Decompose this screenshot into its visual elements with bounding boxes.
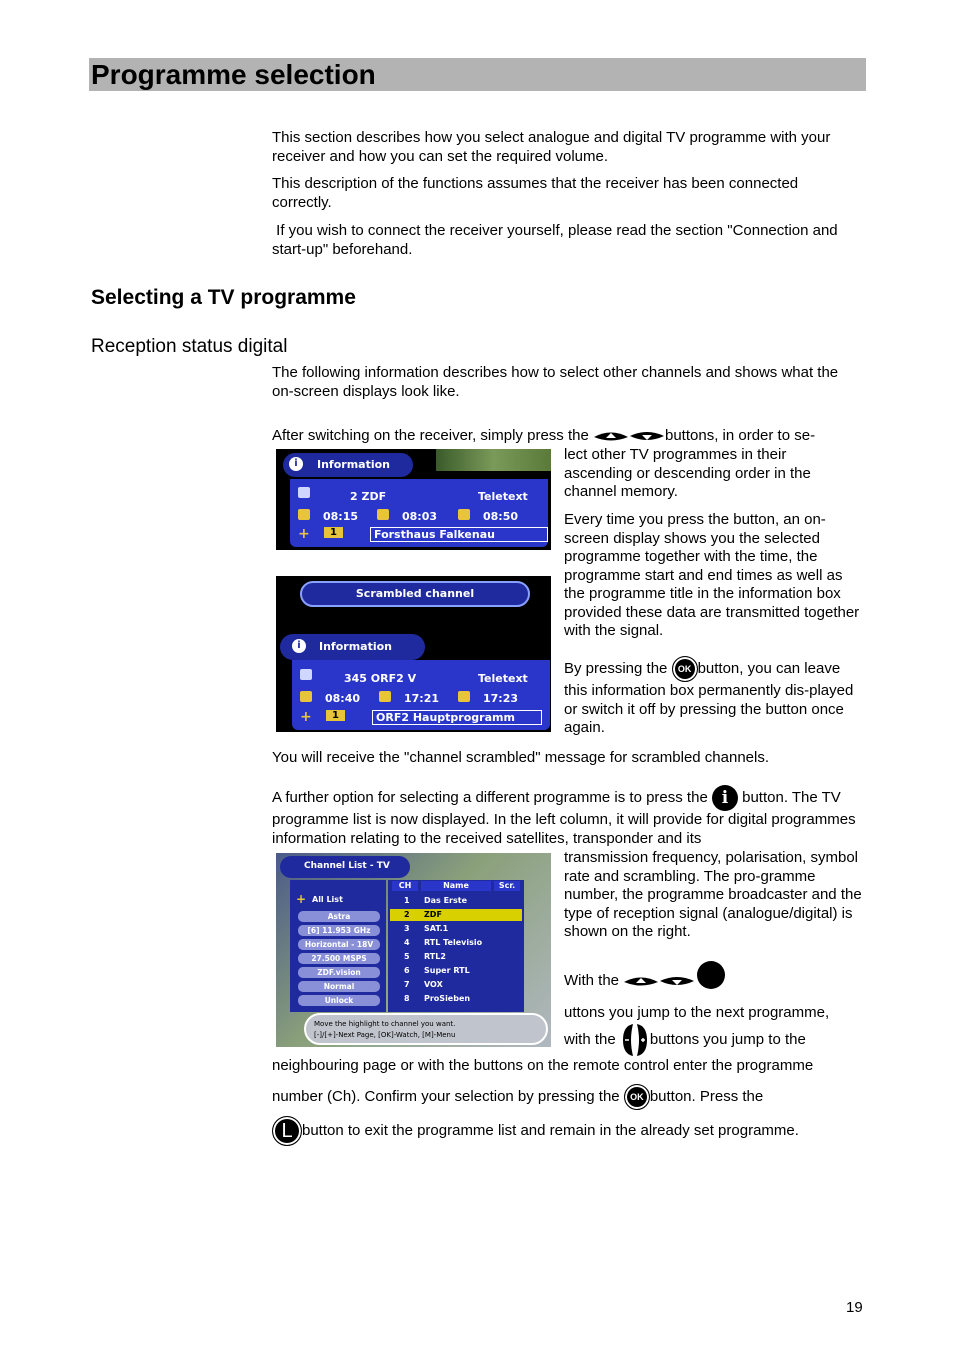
channel-name[interactable]: RTL2 [424,952,446,961]
section-subheading: Reception status digital [91,336,288,357]
transponder-info-item: ZDF.vision [298,967,380,978]
section-paragraph-4 [564,656,864,738]
intro-paragraph-2: This description of the functions assumes that the receiver has been connected correctly. [272,175,799,211]
channel-name[interactable]: ZDF [424,910,442,919]
transponder-info-item: Normal [298,981,380,992]
section-paragraph-1: The following information describes how to select other channels and shows what the on-screen displays look like. [272,364,839,400]
start-clock-icon [377,509,389,520]
channel-number[interactable]: 3 [404,924,410,933]
channel-number[interactable]: 5 [404,952,410,961]
paragraph-7-with: with the [564,1030,620,1048]
hint-line-2: [-]/[+]-Next Page, [OK]-Watch, [M]-Menu [314,1031,456,1039]
channel-number[interactable]: 8 [404,994,410,1003]
start-clock-icon [379,691,391,702]
section-paragraph-3: Every time you press the button, an on-screen display shows you the selected programme together with the time, the programme start and end times as well as the programme title in the information box provided these data are transmitted together with the signal. [564,511,860,639]
section-paragraph-7-line-1 [564,967,864,995]
paragraph-8-start: number (Ch). Confirm your selection by pressing the [272,1087,624,1105]
intro-paragraph-3: If you wish to connect the receiver yourself, please read the section "Connection and start-up" beforehand. [272,222,842,258]
channel-name[interactable]: Super RTL [424,966,470,975]
transponder-info-item: Horizontal - 18V [298,939,380,950]
up-down-arrow-icon [593,428,665,444]
paragraph-6-end: button. The TV programme list is now displayed. In the left column, it will provide for digital programmes information relating to the received satellites, transponder and its [272,788,856,847]
section-paragraph-2-line [272,427,872,446]
programme-title: ORF2 Hauptprogramm [372,710,542,725]
all-list-label: All List [312,895,343,904]
info-label: Information [317,458,390,471]
channel-name[interactable]: Das Erste [424,896,468,905]
hint-bar [304,1013,548,1045]
section-paragraph-6 [272,785,867,848]
column-header-ch: CH [392,881,418,891]
up-down-arrow-icon [623,973,695,989]
start-time: 08:03 [402,510,438,523]
transponder-info-item: [6] 11.953 GHz [298,925,380,936]
section-paragraph-2-rest: lect other TV programmes in their ascending or descending order in the channel memory. [564,446,811,500]
page-title: Programme selection [91,59,376,90]
paragraph-9-text: button to exit the programme list and remain in the already set programme. [302,1121,799,1139]
column-header-scr: Scr. [494,881,520,891]
paragraph-8-end: button. Press the [649,1087,764,1105]
transponder-info-item: Astra [298,911,380,922]
info-icon: i [289,457,303,471]
plus-icon: + [296,892,307,906]
channel-number[interactable]: 2 [404,910,410,919]
end-clock-icon [458,509,470,520]
paragraph-4-end: button, you can leave this information box permanently dis-played or switch it off by pressing the button once again. [564,659,854,736]
info-label: Information [319,640,392,653]
channel-name[interactable]: ProSieben [424,994,471,1003]
hint-line-1: Move the highlight to channel you want. [314,1020,456,1028]
section-paragraph-7-line-3 [564,1022,864,1058]
transponder-info-item: 27.500 MSPS [298,953,380,964]
column-header-name: Name [421,881,491,891]
scrambled-banner: Scrambled channel [300,581,530,607]
channel-name[interactable]: VOX [424,980,443,989]
end-time: 17:23 [483,692,519,705]
video-background [436,449,551,471]
scrambled-info-screenshot [276,576,551,732]
section-paragraph-7-line-4: neighbouring page or with the buttons on the remote control enter the programme [272,1057,814,1074]
end-time: 08:50 [483,510,519,523]
teletext-label: Teletext [478,490,528,503]
channel-list-title: Channel List - TV [304,861,390,871]
paragraph-6-start: A further option for selecting a different programme is to press the [272,788,712,806]
channel-label: 345 ORF2 V [344,672,417,685]
satellite-icon [300,669,312,680]
intro-paragraph-1: This section describes how you select analogue and digital TV programme with your receiver and how you can set the required volume. [272,129,831,165]
exit-button-icon: L [272,1116,302,1146]
page-minus-plus-icon [620,1022,650,1058]
satellite-icon [298,487,310,498]
channel-label: 2 ZDF [350,490,387,503]
section-paragraph-7-line-2: uttons you jump to the next programme, [564,1004,830,1021]
channel-list-screenshot [276,853,551,1047]
info-panel [292,660,550,730]
channel-list-tab [280,856,410,878]
plus-icon: + [298,526,310,542]
info-icon: i [292,639,306,653]
selected-row-highlight [390,909,522,921]
section-paragraph-6-rest: transmission frequency, polarisation, symbol rate and scrambling. The pro-gramme number, the programme broadcaster and the type of reception signal (analogue/digital) is shown on the right. [564,849,862,940]
ok-button-icon: OK [624,1084,650,1110]
section-paragraph-8 [272,1084,872,1110]
transponder-panel [290,880,386,1012]
end-clock-icon [458,691,470,702]
current-time: 08:40 [325,692,361,705]
clock-icon [298,509,310,520]
section-heading: Selecting a TV programme [91,286,356,309]
paragraph-2-end: buttons, in order to se- [664,427,816,444]
audio-badge: 1 [326,710,345,721]
paragraph-4-start: By pressing the [564,659,672,677]
channel-table [388,880,524,1012]
start-time: 17:21 [404,692,440,705]
paragraph-2-start: After switching on the receiver, simply press the [272,427,593,444]
channel-number[interactable]: 4 [404,938,410,947]
page-number: 19 [846,1299,863,1316]
info-tab [283,453,413,477]
section-paragraph-9 [272,1116,872,1146]
channel-number[interactable]: 1 [404,896,410,905]
programme-title: Forsthaus Falkenau [370,527,548,542]
channel-number[interactable]: 7 [404,980,410,989]
paragraph-7-jump: buttons you jump to the [649,1030,806,1048]
channel-number[interactable]: 6 [404,966,410,975]
paragraph-7-start: With the [564,971,620,989]
info-button-icon: i [712,785,738,811]
page-header-bar [89,58,866,91]
round-button-icon [697,961,725,989]
clock-icon [300,691,312,702]
plus-icon: + [300,709,312,725]
channel-name[interactable]: RTL Televisio [424,938,483,947]
channel-name[interactable]: SAT.1 [424,924,449,933]
info-box-screenshot [276,449,551,550]
info-tab [280,634,425,660]
current-time: 08:15 [323,510,359,523]
ok-button-icon: OK [672,656,698,682]
section-paragraph-5: You will receive the "channel scrambled" message for scrambled channels. [272,749,770,766]
teletext-label: Teletext [478,672,528,685]
info-panel [290,479,548,547]
transponder-info-item: Unlock [298,995,380,1006]
audio-badge: 1 [324,527,343,538]
